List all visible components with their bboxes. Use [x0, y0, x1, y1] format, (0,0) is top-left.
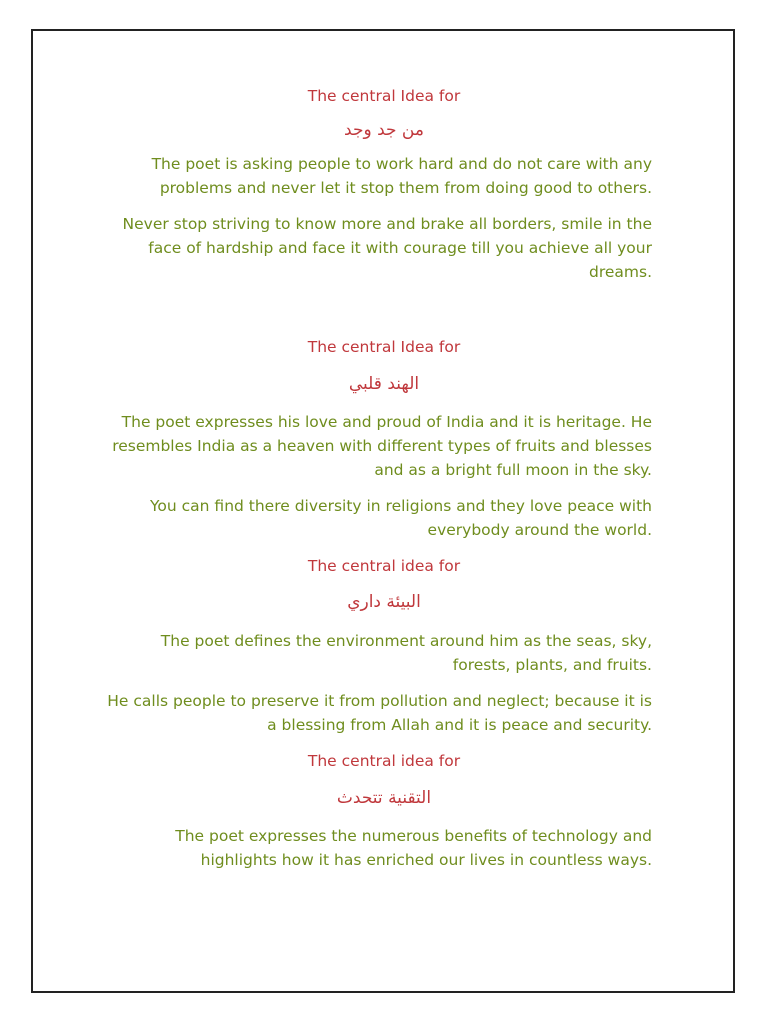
- text-line: and as a bright full moon in the sky.: [374, 461, 652, 479]
- section-3-paragraph-1: [92, 629, 652, 677]
- section-1-paragraph-1: [92, 152, 652, 200]
- section-2-title: The central Idea for: [307, 338, 461, 356]
- section-3-arabic-title: البيئة داري: [347, 592, 421, 612]
- section-1-paragraph-2: [92, 212, 652, 284]
- text-line: The poet expresses his love and proud of India and it is heritage. He: [121, 413, 652, 431]
- text-line: face of hardship and face it with courage till you achieve all your: [148, 239, 652, 257]
- text-line: Never stop striving to know more and brake all borders, smile in the: [122, 215, 652, 233]
- text-line: The poet expresses the numerous benefits of technology and: [175, 827, 652, 845]
- text-line: dreams.: [588, 263, 652, 281]
- text-line: He calls people to preserve it from pollution and neglect; because it is: [107, 692, 652, 710]
- text-line: You can find there diversity in religions and they love peace with: [150, 497, 652, 515]
- section-2-paragraph-1: [92, 410, 652, 482]
- text-line: everybody around the world.: [427, 521, 652, 539]
- section-1-arabic-title: من جد وجد: [344, 120, 424, 140]
- section-3-paragraph-2: [92, 689, 652, 737]
- text-line: highlights how it has enriched our lives in countless ways.: [200, 851, 652, 869]
- section-4-arabic-title: التقنية تتحدث: [336, 788, 432, 808]
- text-line: The poet defines the environment around him as the seas, sky,: [160, 632, 652, 650]
- section-2-arabic-title: الهند قلبي: [348, 374, 420, 394]
- section-2-paragraph-2: [92, 494, 652, 542]
- text-line: a blessing from Allah and it is peace and security.: [267, 716, 652, 734]
- section-4-paragraph-1: [92, 824, 652, 872]
- section-4-title: The central idea for: [307, 752, 461, 770]
- text-line: forests, plants, and fruits.: [452, 656, 652, 674]
- text-line: resembles India as a heaven with different types of fruits and blesses: [112, 437, 652, 455]
- text-line: The poet is asking people to work hard and do not care with any: [151, 155, 652, 173]
- text-line: problems and never let it stop them from doing good to others.: [159, 179, 652, 197]
- section-1-title: The central Idea for: [307, 87, 461, 105]
- section-3-title: The central idea for: [307, 557, 461, 575]
